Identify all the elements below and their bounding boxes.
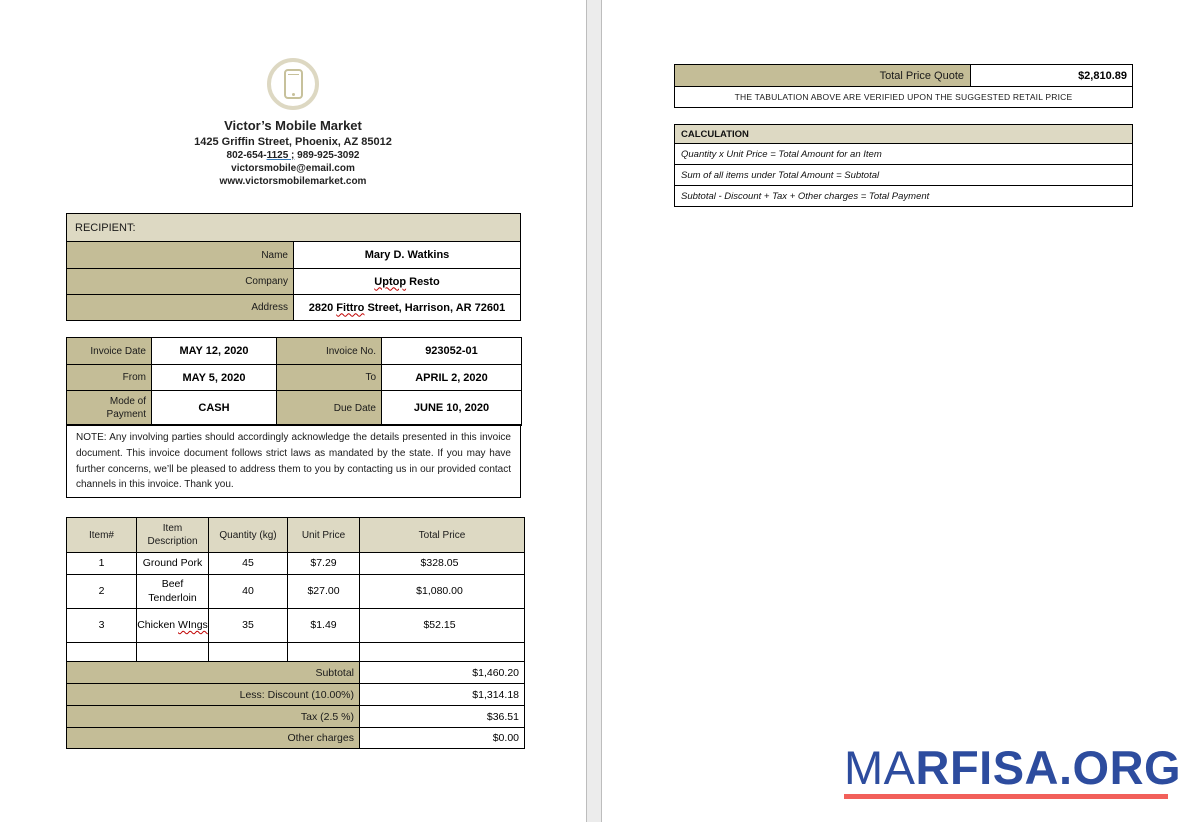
phone-suffix: 989-925-3092 [294,150,360,161]
item-total-price: $52.15 [360,609,525,643]
misspelled-word: Fittro [336,301,365,314]
recipient-name-label: Name [67,242,294,269]
table-row [67,295,521,321]
col-header-description: Item Description [137,518,209,553]
empty-item-row [67,643,525,662]
calculation-table [674,124,1133,207]
total-price-quote-value: $2,810.89 [971,65,1133,87]
other-charges-value: $0.00 [360,728,525,749]
invoice-note: NOTE: Any involving parties should accordingly acknowledge the details presented in this invoice document. This invoice document follows strict laws as mandated by the state. If you may have further concerns, we’ll be pleased to address them to you by contacting us in our provided contact channels in this invoice. Thank you. [66,424,521,498]
total-price-quote-label: Total Price Quote [675,65,971,87]
calculation-formula-2: Sum of all items under Total Amount = Subtotal [675,165,1133,186]
company-address: 1425 Griffin Street, Phoenix, AZ 85012 [194,136,392,148]
description-part: Chicken [137,618,179,631]
company-email: victorsmobile@email.com [231,163,355,174]
table-row [67,609,525,643]
item-quantity: 35 [209,609,288,643]
period-to-label: To [277,365,382,391]
item-number: 3 [67,609,137,643]
company-logo [267,58,319,110]
period-from-value: MAY 5, 2020 [152,365,277,391]
period-from-label: From [67,365,152,391]
recipient-title: RECIPIENT: [67,214,521,242]
recipient-company-value [294,269,521,295]
table-row [67,338,522,365]
logo-text-light: MA [844,741,916,794]
item-description [137,609,209,643]
total-price-quote-table [674,64,1133,108]
payment-mode-label: Mode of Payment [67,391,152,426]
table-row [67,242,521,269]
items-table [66,517,525,749]
misspelled-word: Uptop [374,275,407,288]
marfisa-logo-text [844,741,1182,794]
recipient-name-value: Mary D. Watkins [294,242,521,269]
item-quantity: 45 [209,553,288,575]
phone-prefix: 802-654- [226,150,267,161]
company-header [0,58,586,189]
invoice-no-label: Invoice No. [277,338,382,365]
company-name: Victor’s Mobile Market [224,118,362,133]
table-row [67,365,522,391]
due-date-value: JUNE 10, 2020 [382,391,522,426]
items-header-row [67,518,525,553]
item-total-price: $328.05 [360,553,525,575]
misspelled-word: WIngs [178,618,208,631]
address-part: 2820 [308,301,337,314]
invoice-no-value: 923052-01 [382,338,522,365]
calculation-formula-1: Quantity x Unit Price = Total Amount for an Item [675,144,1133,165]
tax-value: $36.51 [360,706,525,728]
summary-row [67,728,525,749]
tabulation-note: THE TABULATION ABOVE ARE VERIFIED UPON THE SUGGESTED RETAIL PRICE [675,87,1133,108]
col-header-item-no: Item# [67,518,137,553]
summary-row [67,684,525,706]
invoice-date-value: MAY 12, 2020 [152,338,277,365]
company-value-rest: Resto [406,275,440,288]
calculation-title: CALCULATION [675,125,1133,144]
invoice-date-label: Invoice Date [67,338,152,365]
table-row [67,553,525,575]
item-unit-price: $1.49 [288,609,360,643]
table-row [675,186,1133,207]
other-charges-label: Other charges [67,728,360,749]
discount-value: $1,314.18 [360,684,525,706]
table-row [675,65,1133,87]
table-row [675,165,1133,186]
recipient-company-label: Company [67,269,294,295]
marfisa-watermark [844,741,1182,799]
table-row [67,391,522,426]
calculation-formula-3: Subtotal - Discount + Tax + Other charges = Total Payment [675,186,1133,207]
table-row [675,125,1133,144]
recipient-address-label: Address [67,295,294,321]
col-header-unit-price: Unit Price [288,518,360,553]
item-unit-price: $27.00 [288,575,360,609]
phone-hyperlink[interactable]: 1125 ; [266,150,295,161]
item-total-price: $1,080.00 [360,575,525,609]
recipient-address-value [294,295,521,321]
discount-label: Less: Discount (10.00%) [67,684,360,706]
item-quantity: 40 [209,575,288,609]
company-phone [0,150,586,161]
invoice-page-2 [601,0,1186,822]
table-row [67,575,525,609]
item-number: 1 [67,553,137,575]
table-row [675,144,1133,165]
item-description: Ground Pork [137,553,209,575]
logo-underline [844,794,1168,799]
address-part: Street, Harrison, AR 72601 [364,301,506,314]
subtotal-value: $1,460.20 [360,662,525,684]
tax-label: Tax (2.5 %) [67,706,360,728]
invoice-info-table [66,337,522,426]
mobile-phone-icon [284,69,303,99]
due-date-label: Due Date [277,391,382,426]
recipient-table [66,213,521,321]
company-website: www.victorsmobilemarket.com [219,176,367,187]
table-row [675,87,1133,108]
period-to-value: APRIL 2, 2020 [382,365,522,391]
logo-text-bold: RFISA.ORG [915,741,1182,794]
item-description: Beef Tenderloin [137,575,209,609]
table-row [67,269,521,295]
subtotal-label: Subtotal [67,662,360,684]
col-header-quantity: Quantity (kg) [209,518,288,553]
summary-row [67,706,525,728]
item-number: 2 [67,575,137,609]
payment-mode-value: CASH [152,391,277,426]
invoice-page-1 [0,0,587,822]
item-unit-price: $7.29 [288,553,360,575]
summary-row [67,662,525,684]
col-header-total-price: Total Price [360,518,525,553]
